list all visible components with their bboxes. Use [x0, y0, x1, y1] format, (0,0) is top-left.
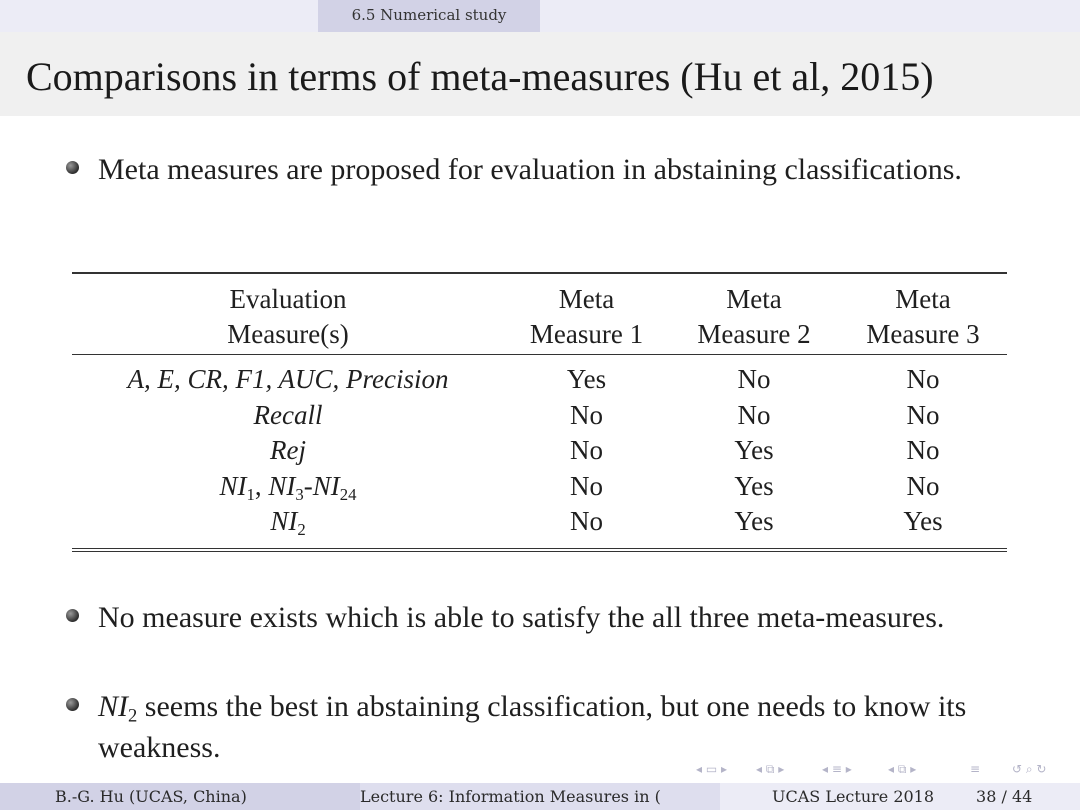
nav-frame-icon[interactable]: ◂ ▭ ▸ [696, 762, 728, 776]
footer-event-name: UCAS Lecture 2018 [772, 787, 935, 806]
table-cell: No [906, 471, 940, 501]
table-cell: No [570, 471, 603, 501]
table-row-measure-3: $NI_1$, $NI_3-NI_{24}$ [219, 471, 357, 505]
table-cell: Yes [566, 364, 607, 394]
table-cell: No [737, 364, 771, 394]
bullet-text-3-rest: seems the best in abstaining classification, but one needs to know its weakness. [98, 690, 967, 764]
footer-author: B.-G. Hu (UCAS, China) [0, 783, 360, 810]
section-tab[interactable]: 6.5 Numerical study [318, 0, 540, 32]
table-header-meta1-line1: Meta [558, 284, 615, 314]
table-cell: No [570, 400, 603, 430]
table-cell: Yes [734, 471, 774, 501]
table-header-measures-line2: Measure(s) [227, 319, 349, 349]
table-cell: No [570, 435, 603, 465]
bullet-text-3 [98, 686, 1026, 768]
section-navigation-bar [0, 0, 1080, 32]
table-top-rule [72, 272, 1007, 274]
table-cell: Yes [734, 435, 774, 465]
table-bottom-rule [72, 551, 1007, 552]
table-header-meta2-line2: Measure 2 [697, 319, 811, 349]
nav-toc-icon[interactable]: ≡ [970, 762, 981, 776]
nav-subsection-icon[interactable]: ◂ ⧉ ▸ [756, 762, 785, 776]
ni-subscript: 2 [128, 705, 138, 727]
table-header-rule [72, 354, 1007, 355]
footer-event [720, 783, 1080, 810]
bullet-icon [66, 698, 79, 711]
table-cell: No [737, 400, 771, 430]
nav-search-icon[interactable]: ↺ ⌕ ↻ [1012, 762, 1047, 776]
bullet-icon [66, 161, 79, 174]
table-header-meta2-line1: Meta [726, 284, 782, 314]
bullet-item-1 [66, 149, 1026, 190]
bullet-icon [66, 609, 79, 622]
table-header-meta1-line2: Measure 1 [529, 319, 644, 349]
nav-document-icon[interactable]: ◂ ⧉ ▸ [888, 762, 917, 776]
table-header-measures-line1: Evaluation [229, 284, 347, 314]
table-row-measure-4: $NI_2$ [270, 506, 306, 540]
footer-lecture-title: Lecture 6: Information Measures in ( [360, 783, 720, 810]
slide-title: Comparisons in terms of meta-measures (Hu et al, 2015) [26, 54, 934, 99]
table-cell: Yes [903, 506, 943, 536]
table-cell: No [906, 364, 940, 394]
title-bar [0, 32, 1080, 116]
table-cell: No [570, 506, 603, 536]
bullet-item-2 [66, 597, 1026, 638]
table-bottom-rule [72, 548, 1007, 549]
table-header-meta3-line1: Meta [895, 284, 951, 314]
table-row-measure-2: Rej [270, 435, 306, 465]
bullet-item-3 [66, 686, 1026, 768]
bullet-text-1: Meta measures are proposed for evaluation in abstaining classifications. [98, 153, 962, 186]
table-row-measure-0: A, E, CR, F1, AUC, Precision [127, 364, 449, 394]
ni-symbol: NI [98, 690, 128, 723]
footer-page-number: 38 / 44 [976, 787, 1033, 806]
nav-section-icon[interactable]: ◂ ≡ ▸ [822, 762, 852, 776]
table-cell: No [906, 435, 940, 465]
table-cell: Yes [734, 506, 774, 536]
table-cell: No [906, 400, 940, 430]
table-header-meta3-line2: Measure 3 [866, 319, 980, 349]
footer-bar [0, 783, 1080, 810]
table-row-measure-1: Recall [253, 400, 323, 430]
bullet-text-2: No measure exists which is able to satisfy the all three meta-measures. [98, 601, 945, 634]
